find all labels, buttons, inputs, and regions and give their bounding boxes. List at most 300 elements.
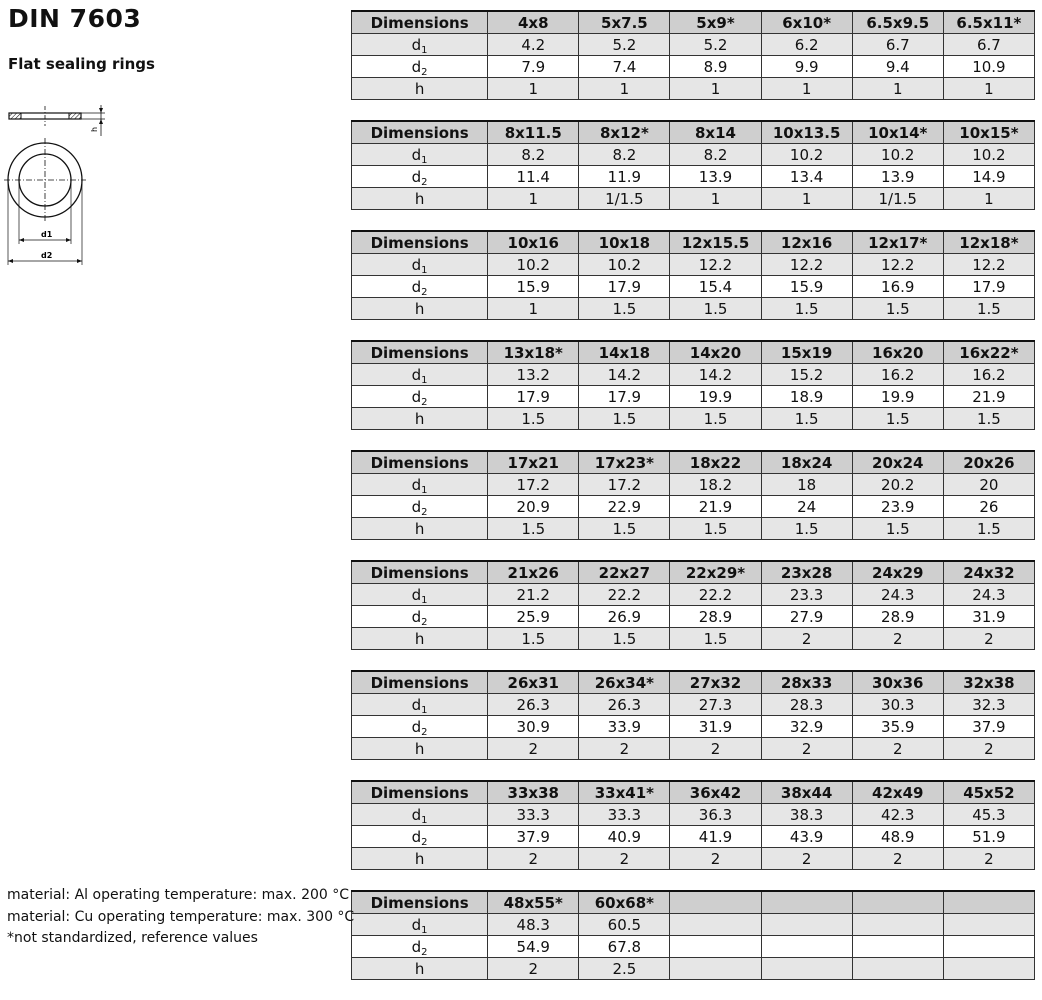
table-header-row — [352, 451, 1035, 474]
size-header: 14x18 — [579, 341, 670, 364]
d1-value: 20.2 — [852, 474, 943, 496]
h-value: 1.5 — [488, 518, 579, 540]
d2-label — [352, 386, 488, 408]
d1-label-sub: 1 — [421, 484, 428, 496]
d1-label — [352, 914, 488, 936]
dimensions-header: Dimensions — [352, 451, 488, 474]
size-header: 6x10* — [761, 11, 852, 34]
d2-label-sub: 2 — [421, 946, 428, 958]
size-header: 15x19 — [761, 341, 852, 364]
table-header-row — [352, 781, 1035, 804]
d2-label-sub: 2 — [421, 396, 428, 408]
d2-value: 37.9 — [488, 826, 579, 848]
h-value: 1.5 — [488, 408, 579, 430]
d2-value: 8.9 — [670, 56, 761, 78]
page-subtitle: Flat sealing rings — [8, 55, 155, 73]
d1-label-sub: 1 — [421, 704, 428, 716]
h-value: 1 — [943, 78, 1034, 100]
d2-row — [352, 606, 1035, 628]
size-header: 48x55* — [488, 891, 579, 914]
h-row — [352, 298, 1035, 320]
d1-value: 8.2 — [670, 144, 761, 166]
d1-label-sub: 1 — [421, 44, 428, 56]
size-header: 24x32 — [943, 561, 1034, 584]
size-header: 12x18* — [943, 231, 1034, 254]
h-value: 1.5 — [852, 408, 943, 430]
d2-value: 9.9 — [761, 56, 852, 78]
d2-value: 27.9 — [761, 606, 852, 628]
label-d1: d1 — [41, 230, 53, 239]
table-header-row — [352, 11, 1035, 34]
h-value: 2 — [943, 738, 1034, 760]
h-value: 1.5 — [670, 518, 761, 540]
d2-value — [852, 936, 943, 958]
d1-value: 17.2 — [488, 474, 579, 496]
h-value: 1/1.5 — [579, 188, 670, 210]
d2-label-main: d — [411, 167, 422, 186]
size-header: 38x44 — [761, 781, 852, 804]
d2-label-sub: 2 — [421, 726, 428, 738]
d1-value — [670, 914, 761, 936]
h-value — [943, 958, 1034, 980]
h-value: 1.5 — [579, 628, 670, 650]
size-header: 16x22* — [943, 341, 1034, 364]
d2-label-main: d — [411, 387, 422, 406]
d1-value: 12.2 — [852, 254, 943, 276]
table-header-row — [352, 231, 1035, 254]
dimensions-header: Dimensions — [352, 671, 488, 694]
d1-value: 8.2 — [488, 144, 579, 166]
dimension-table — [351, 120, 1035, 210]
d2-value: 9.4 — [852, 56, 943, 78]
dimension-table — [351, 230, 1035, 320]
table-header-row — [352, 121, 1035, 144]
page-title: DIN 7603 — [8, 4, 142, 33]
d1-value: 20 — [943, 474, 1034, 496]
d2-value: 41.9 — [670, 826, 761, 848]
table-header-row — [352, 561, 1035, 584]
ring-side-view — [9, 105, 105, 136]
d1-label-main: d — [411, 805, 422, 824]
d1-value: 16.2 — [943, 364, 1034, 386]
h-value: 1 — [670, 78, 761, 100]
table-header-row — [352, 671, 1035, 694]
ring-top-view — [4, 138, 86, 265]
d1-value: 38.3 — [761, 804, 852, 826]
d1-value: 24.3 — [852, 584, 943, 606]
d1-value: 12.2 — [943, 254, 1034, 276]
d1-row — [352, 144, 1035, 166]
size-header: 21x26 — [488, 561, 579, 584]
d1-value: 22.2 — [670, 584, 761, 606]
d1-value: 5.2 — [670, 34, 761, 56]
h-value: 2 — [761, 628, 852, 650]
d1-value: 10.2 — [852, 144, 943, 166]
d1-value: 42.3 — [852, 804, 943, 826]
d1-value: 24.3 — [943, 584, 1034, 606]
size-header: 26x34* — [579, 671, 670, 694]
size-header: 60x68* — [579, 891, 670, 914]
h-value: 2 — [488, 848, 579, 870]
d1-value: 12.2 — [761, 254, 852, 276]
h-value: 2 — [761, 848, 852, 870]
d1-value: 23.3 — [761, 584, 852, 606]
h-value: 1.5 — [943, 408, 1034, 430]
h-value: 1.5 — [943, 298, 1034, 320]
d2-row — [352, 166, 1035, 188]
note-copper: material: Cu operating temperature: max. 300 °C — [7, 908, 355, 925]
d1-value: 10.2 — [579, 254, 670, 276]
d2-value: 7.4 — [579, 56, 670, 78]
size-header: 12x17* — [852, 231, 943, 254]
h-value: 1.5 — [670, 628, 761, 650]
d2-row — [352, 936, 1035, 958]
size-header: 26x31 — [488, 671, 579, 694]
d2-value — [670, 936, 761, 958]
d1-label — [352, 364, 488, 386]
table-header-row — [352, 891, 1035, 914]
h-value: 2 — [488, 958, 579, 980]
size-header: 12x15.5 — [670, 231, 761, 254]
d1-value: 15.2 — [761, 364, 852, 386]
d1-value: 12.2 — [670, 254, 761, 276]
h-value: 2 — [670, 738, 761, 760]
h-value — [670, 958, 761, 980]
h-row — [352, 848, 1035, 870]
h-label: h — [352, 958, 488, 980]
d2-label-main: d — [411, 937, 422, 956]
d2-value: 13.4 — [761, 166, 852, 188]
dimension-tables — [351, 10, 1035, 1000]
d1-row — [352, 804, 1035, 826]
h-value — [761, 958, 852, 980]
d1-row — [352, 364, 1035, 386]
size-header: 24x29 — [852, 561, 943, 584]
h-value: 1.5 — [488, 628, 579, 650]
dimensions-header: Dimensions — [352, 891, 488, 914]
d1-label — [352, 584, 488, 606]
h-label: h — [352, 78, 488, 100]
h-value: 2 — [670, 848, 761, 870]
d2-value: 26 — [943, 496, 1034, 518]
d1-label — [352, 254, 488, 276]
d1-label-main: d — [411, 695, 422, 714]
h-value: 2 — [852, 628, 943, 650]
h-value: 1.5 — [579, 518, 670, 540]
d2-label-main: d — [411, 277, 422, 296]
d2-value: 28.9 — [852, 606, 943, 628]
d1-label — [352, 34, 488, 56]
d2-value: 54.9 — [488, 936, 579, 958]
d1-label-sub: 1 — [421, 814, 428, 826]
h-label: h — [352, 628, 488, 650]
d1-value: 10.2 — [488, 254, 579, 276]
d1-value: 6.2 — [761, 34, 852, 56]
d2-label-sub: 2 — [421, 616, 428, 628]
size-header — [943, 891, 1034, 914]
d2-value: 15.9 — [761, 276, 852, 298]
size-header: 20x24 — [852, 451, 943, 474]
d1-value: 17.2 — [579, 474, 670, 496]
d2-value: 24 — [761, 496, 852, 518]
d1-label-main: d — [411, 145, 422, 164]
d1-value — [943, 914, 1034, 936]
label-d2: d2 — [41, 251, 53, 260]
d2-value: 11.4 — [488, 166, 579, 188]
size-header: 10x14* — [852, 121, 943, 144]
d2-label-main: d — [411, 827, 422, 846]
d1-label-sub: 1 — [421, 594, 428, 606]
dimensions-header: Dimensions — [352, 231, 488, 254]
h-value: 2 — [579, 848, 670, 870]
h-label: h — [352, 188, 488, 210]
size-header: 33x41* — [579, 781, 670, 804]
d2-value: 17.9 — [579, 386, 670, 408]
d2-value: 43.9 — [761, 826, 852, 848]
d1-label — [352, 804, 488, 826]
size-header: 5x7.5 — [579, 11, 670, 34]
h-value: 1 — [943, 188, 1034, 210]
h-value: 1.5 — [761, 298, 852, 320]
h-value — [852, 958, 943, 980]
size-header: 30x36 — [852, 671, 943, 694]
h-row — [352, 408, 1035, 430]
size-header: 17x21 — [488, 451, 579, 474]
note-not-standardized: *not standardized, reference values — [7, 930, 258, 946]
d1-value: 6.7 — [943, 34, 1034, 56]
h-value: 1 — [488, 188, 579, 210]
size-header: 20x26 — [943, 451, 1034, 474]
d1-value — [852, 914, 943, 936]
d1-value: 8.2 — [579, 144, 670, 166]
sealing-ring-drawing — [4, 100, 114, 270]
h-value: 1 — [488, 78, 579, 100]
size-header: 10x18 — [579, 231, 670, 254]
h-value: 2 — [852, 738, 943, 760]
d1-value: 14.2 — [579, 364, 670, 386]
h-value: 1/1.5 — [852, 188, 943, 210]
d1-label — [352, 144, 488, 166]
d2-label-main: d — [411, 57, 422, 76]
d1-label-sub: 1 — [421, 374, 428, 386]
d1-label-main: d — [411, 255, 422, 274]
dimension-table — [351, 890, 1035, 980]
d2-value: 16.9 — [852, 276, 943, 298]
d2-value: 7.9 — [488, 56, 579, 78]
h-value: 1 — [488, 298, 579, 320]
table-header-row — [352, 341, 1035, 364]
dimensions-header: Dimensions — [352, 341, 488, 364]
note-aluminium: material: Al operating temperature: max. 200 °C — [7, 887, 350, 903]
d2-label-sub: 2 — [421, 836, 428, 848]
d1-value: 10.2 — [943, 144, 1034, 166]
d2-value: 15.4 — [670, 276, 761, 298]
d2-value: 15.9 — [488, 276, 579, 298]
size-header: 8x12* — [579, 121, 670, 144]
d2-value: 19.9 — [852, 386, 943, 408]
d2-value: 11.9 — [579, 166, 670, 188]
d2-value: 17.9 — [488, 386, 579, 408]
h-label: h — [352, 738, 488, 760]
d2-row — [352, 826, 1035, 848]
d2-label-sub: 2 — [421, 66, 428, 78]
h-row — [352, 188, 1035, 210]
d2-value: 19.9 — [670, 386, 761, 408]
d2-value: 17.9 — [943, 276, 1034, 298]
size-header: 23x28 — [761, 561, 852, 584]
d2-label — [352, 166, 488, 188]
d2-label-sub: 2 — [421, 286, 428, 298]
size-header: 6.5x11* — [943, 11, 1034, 34]
d2-value: 26.9 — [579, 606, 670, 628]
h-label: h — [352, 848, 488, 870]
d2-label-main: d — [411, 717, 422, 736]
d2-value: 14.9 — [943, 166, 1034, 188]
size-header: 14x20 — [670, 341, 761, 364]
d1-label — [352, 694, 488, 716]
d2-value: 18.9 — [761, 386, 852, 408]
d1-value: 45.3 — [943, 804, 1034, 826]
h-label: h — [352, 518, 488, 540]
dimensions-header: Dimensions — [352, 11, 488, 34]
d1-value: 22.2 — [579, 584, 670, 606]
h-value: 2 — [488, 738, 579, 760]
size-header: 33x38 — [488, 781, 579, 804]
d2-value: 31.9 — [670, 716, 761, 738]
d2-label — [352, 716, 488, 738]
d2-label-sub: 2 — [421, 176, 428, 188]
dimension-table — [351, 10, 1035, 100]
d1-value: 10.2 — [761, 144, 852, 166]
h-row — [352, 628, 1035, 650]
d2-label — [352, 56, 488, 78]
size-header: 36x42 — [670, 781, 761, 804]
d1-label — [352, 474, 488, 496]
d2-value: 28.9 — [670, 606, 761, 628]
d1-value: 14.2 — [670, 364, 761, 386]
d1-value: 36.3 — [670, 804, 761, 826]
d1-value: 4.2 — [488, 34, 579, 56]
d2-value: 13.9 — [670, 166, 761, 188]
d1-row — [352, 254, 1035, 276]
notes — [7, 885, 354, 950]
h-value: 1 — [579, 78, 670, 100]
h-row — [352, 958, 1035, 980]
d1-label-sub: 1 — [421, 924, 428, 936]
h-value: 1.5 — [761, 518, 852, 540]
h-value: 1.5 — [761, 408, 852, 430]
d2-label — [352, 826, 488, 848]
h-value: 1.5 — [670, 298, 761, 320]
d1-row — [352, 584, 1035, 606]
size-header: 27x32 — [670, 671, 761, 694]
d2-label-main: d — [411, 607, 422, 626]
d1-value: 28.3 — [761, 694, 852, 716]
d1-value: 30.3 — [852, 694, 943, 716]
d1-value: 33.3 — [488, 804, 579, 826]
d1-label-sub: 1 — [421, 264, 428, 276]
d2-label — [352, 606, 488, 628]
d2-label-main: d — [411, 497, 422, 516]
d1-value: 33.3 — [579, 804, 670, 826]
d2-row — [352, 276, 1035, 298]
d1-value: 13.2 — [488, 364, 579, 386]
d2-value: 40.9 — [579, 826, 670, 848]
d2-value: 35.9 — [852, 716, 943, 738]
d1-value: 5.2 — [579, 34, 670, 56]
size-header: 32x38 — [943, 671, 1034, 694]
d1-label-main: d — [411, 585, 422, 604]
h-value: 2.5 — [579, 958, 670, 980]
d2-value: 51.9 — [943, 826, 1034, 848]
h-label: h — [352, 298, 488, 320]
d1-row — [352, 694, 1035, 716]
h-value: 1.5 — [852, 518, 943, 540]
h-value: 2 — [579, 738, 670, 760]
d2-row — [352, 496, 1035, 518]
d1-value: 16.2 — [852, 364, 943, 386]
size-header: 22x29* — [670, 561, 761, 584]
d1-row — [352, 914, 1035, 936]
h-value: 2 — [852, 848, 943, 870]
size-header: 8x11.5 — [488, 121, 579, 144]
h-value: 1.5 — [579, 298, 670, 320]
h-row — [352, 78, 1035, 100]
size-header — [670, 891, 761, 914]
h-value: 2 — [943, 628, 1034, 650]
d2-value: 31.9 — [943, 606, 1034, 628]
d2-label — [352, 496, 488, 518]
size-header: 6.5x9.5 — [852, 11, 943, 34]
h-row — [352, 738, 1035, 760]
d1-value: 18 — [761, 474, 852, 496]
d2-value: 67.8 — [579, 936, 670, 958]
size-header: 18x22 — [670, 451, 761, 474]
d1-value: 21.2 — [488, 584, 579, 606]
size-header: 18x24 — [761, 451, 852, 474]
d1-label-main: d — [411, 365, 422, 384]
d2-value: 23.9 — [852, 496, 943, 518]
d2-value: 21.9 — [670, 496, 761, 518]
dimensions-header: Dimensions — [352, 121, 488, 144]
size-header: 22x27 — [579, 561, 670, 584]
h-value: 1.5 — [852, 298, 943, 320]
size-header: 10x15* — [943, 121, 1034, 144]
d2-row — [352, 56, 1035, 78]
size-header: 45x52 — [943, 781, 1034, 804]
d2-value: 17.9 — [579, 276, 670, 298]
size-header: 8x14 — [670, 121, 761, 144]
h-value: 2 — [943, 848, 1034, 870]
d2-value: 20.9 — [488, 496, 579, 518]
size-header: 13x18* — [488, 341, 579, 364]
h-value: 1.5 — [670, 408, 761, 430]
d1-value: 18.2 — [670, 474, 761, 496]
dimensions-header: Dimensions — [352, 561, 488, 584]
size-header: 5x9* — [670, 11, 761, 34]
size-header: 16x20 — [852, 341, 943, 364]
d2-value: 25.9 — [488, 606, 579, 628]
h-label: h — [352, 408, 488, 430]
d2-value: 33.9 — [579, 716, 670, 738]
dimension-table — [351, 670, 1035, 760]
d2-value: 13.9 — [852, 166, 943, 188]
h-value: 1 — [670, 188, 761, 210]
d2-value — [761, 936, 852, 958]
d1-label-main: d — [411, 915, 422, 934]
d2-row — [352, 716, 1035, 738]
size-header: 10x13.5 — [761, 121, 852, 144]
